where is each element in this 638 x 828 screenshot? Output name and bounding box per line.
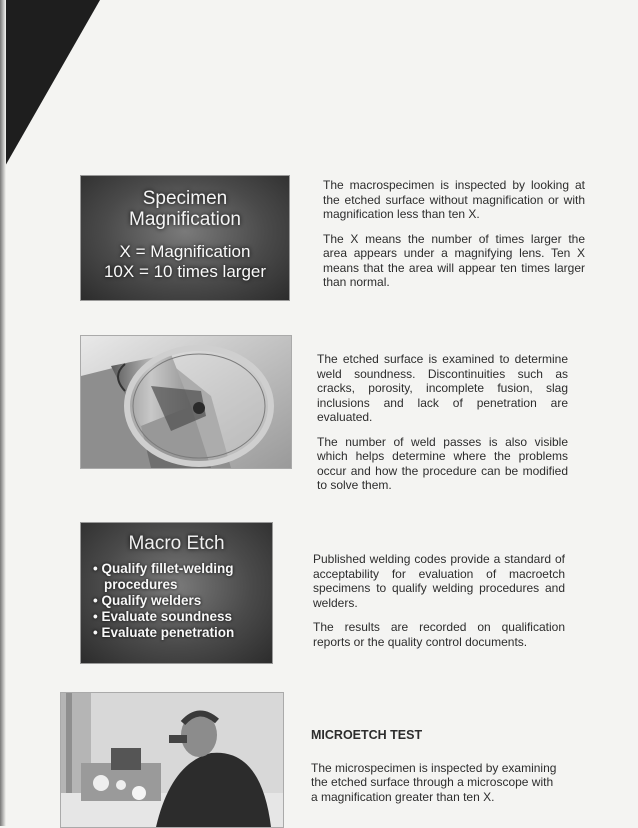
paragraph: The number of weld passes is also visible which helps determine where the problems occur and how the procedure can be modified to solve them. [317, 434, 568, 492]
microetch-text [311, 728, 561, 814]
paragraph: The etched surface is examined to determine weld soundness. Discontinuities such as cracks, porosity, incomplete fusion, slag inclusions and lack of penetration are evaluated. [317, 352, 568, 424]
macro-etch-slide [80, 522, 273, 664]
macro-etch-list [81, 561, 272, 641]
paragraph: The X means the number of times larger the area appears under a magnifying lens. Ten X means that the area will appear ten times larger than normal. [323, 231, 585, 289]
etched-surface-text [317, 352, 568, 503]
scan-edge-shadow [0, 0, 6, 826]
slide-title-line1: Specimen [142, 188, 228, 209]
list-item [93, 593, 272, 609]
scan-corner-shadow [0, 0, 100, 175]
magnifier-illustration [81, 336, 291, 468]
magnifying-lens-photo [80, 335, 292, 469]
list-item [93, 609, 272, 625]
paragraph: Published welding codes provide a standard of acceptability for evaluation of macroetch specimens to qualify welding procedures and welders. [313, 552, 565, 610]
paragraph: The microspecimen is inspected by examining the etched surface through a microscope with a magnification greater than ten X. [311, 760, 557, 804]
magnification-text [323, 178, 585, 300]
list-item-text: • Evaluate penetration [93, 625, 235, 640]
list-item [93, 561, 272, 593]
section-heading: MICROETCH TEST [311, 728, 423, 742]
list-item-text: • Qualify welders [93, 593, 202, 608]
paragraph: The results are recorded on qualification reports or the quality control documents. [313, 620, 565, 649]
slide-title: Macro Etch [128, 533, 225, 554]
slide-line-10x: 10X = 10 times larger [103, 262, 267, 281]
slide-line-magnification: X = Magnification [119, 242, 251, 261]
paragraph: The macrospecimen is inspected by looking at the etched surface without magnification or with magnification less than ten X. [323, 178, 585, 221]
microscope-operator-photo [60, 692, 284, 828]
microscope-illustration [61, 693, 283, 827]
list-item-text-cont: procedures [104, 577, 178, 592]
list-item [93, 625, 272, 641]
list-item-text: • Qualify fillet-welding [93, 561, 234, 576]
slide-title-line2: Magnification [129, 209, 241, 230]
list-item-text: • Evaluate soundness [93, 609, 233, 624]
specimen-magnification-slide [80, 175, 290, 301]
welding-codes-text [313, 552, 565, 659]
